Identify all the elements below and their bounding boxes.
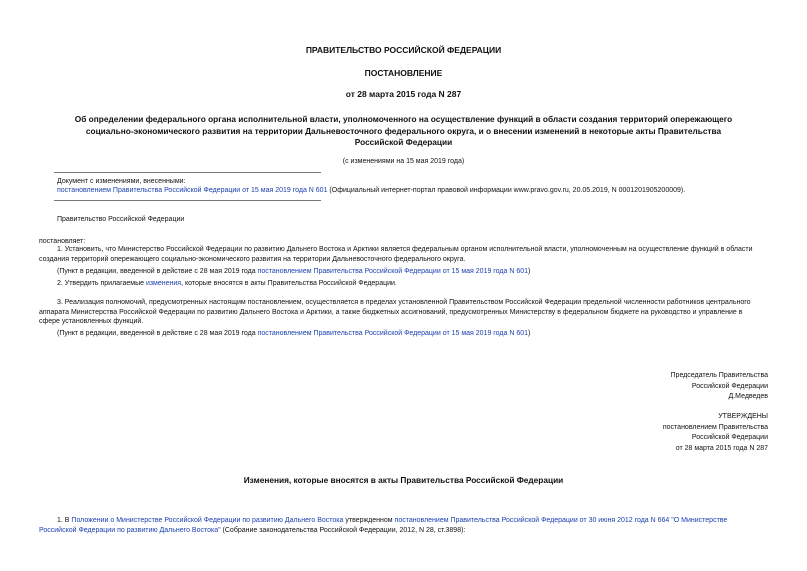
government-name: Правительство Российской Федерации: [57, 216, 185, 223]
divider-bottom: [54, 200, 321, 201]
change-item-1: 1. В Положении о Министерстве Российской Федерации по развитию Дальнего Востока утвержденном постановлением Правительства Российской Федерации от 30 июня 2012 года N 664 "О Министерстве Российской Федерации по развитию Дальнего Востока" (Собрание законодательства Российской Федерации, 2012, N 28, ст.3898):: [39, 517, 728, 534]
note-link-1[interactable]: постановлением Правительства Российской Федерации от 15 мая 2019 года N 601: [257, 268, 529, 275]
changes-title: Изменения, которые вносятся в акты Правительства Российской Федерации: [243, 475, 564, 485]
regulation-link[interactable]: Положении о Министерстве Российской Федерации по развитию Дальнего Востока: [71, 517, 344, 524]
signature-block: Председатель Правительства Российской Федерации Д.Медведев: [670, 372, 768, 401]
paragraph-1: 1. Установить, что Министерство Российской Федерации по развитию Дальнего Востока и Арктики является федеральным органом исполнительной власти, уполномоченным на осуществление функций в области создания территорий опережающего социально-экономического развития на территории Дальневосточного федерального округа.: [39, 246, 753, 263]
amendment-link[interactable]: постановлением Правительства Российской Федерации от 15 мая 2019 года N 601: [57, 187, 328, 194]
note-link-2[interactable]: постановлением Правительства Российской Федерации от 15 мая 2019 года N 601: [257, 330, 529, 337]
divider-top: [54, 172, 321, 173]
document-title: Об определении федерального органа исполнительной власти, уполномоченного на осуществление функций в области создания территорий опережающего социально-экономического развития на территории Дальневосточного федерального округа, и о внесении изменений в некоторые акты Правительства Российской Федерации: [74, 114, 733, 147]
decrees-word: постановляет:: [39, 238, 86, 245]
document-type: ПОСТАНОВЛЕНИЕ: [364, 68, 443, 78]
decree-664-link[interactable]: постановлением Правительства Российской Федерации от 30 июня 2012 года N 664 "О Министерстве: [394, 517, 728, 524]
paragraph-2: 2. Утвердить прилагаемые изменения, которые вносятся в акты Правительства Российской Федерации.: [57, 280, 397, 287]
paragraph-1-note: (Пункт в редакции, введенной в действие с 28 мая 2019 года постановлением Правительства Российской Федерации от 15 мая 2019 года N 601): [57, 268, 531, 275]
document-date-number: от 28 марта 2015 года N 287: [345, 89, 462, 99]
approved-block: УТВЕРЖДЕНЫ постановлением Правительства Российской Федерации от 28 марта 2015 года N 287: [662, 413, 768, 452]
paragraph-3: 3. Реализация полномочий, предусмотренных настоящим постановлением, осуществляется в пределах установленной Правительством Российской Федерации предельной численности работников центрального аппарата Министерства Российской Федерации по развитию Дальнего Востока и Арктики, а также бюджетных ассигнований, предусмотренных Министерству в федеральном бюджете на руководство и управление в сфере установленных функций.: [39, 299, 751, 326]
changes-line: постановлением Правительства Российской Федерации от 15 мая 2019 года N 601 (Официальный интернет-портал правовой информации www.pravo.gov.ru, 20.05.2019, N 0001201905200009).: [57, 187, 686, 194]
revision-note: (с изменениями на 15 мая 2019 года): [342, 158, 465, 165]
government-heading: ПРАВИТЕЛЬСТВО РОССИЙСКОЙ ФЕДЕРАЦИИ: [305, 45, 502, 55]
changes-link[interactable]: изменения: [145, 280, 182, 287]
paragraph-3-note: (Пункт в редакции, введенной в действие с 28 мая 2019 года постановлением Правительства Российской Федерации от 15 мая 2019 года N 601): [57, 330, 531, 337]
changes-label: Документ с изменениями, внесенными:: [57, 178, 186, 185]
decree-664-link-cont[interactable]: Российской Федерации по развитию Дальнего Востока": [39, 526, 221, 534]
